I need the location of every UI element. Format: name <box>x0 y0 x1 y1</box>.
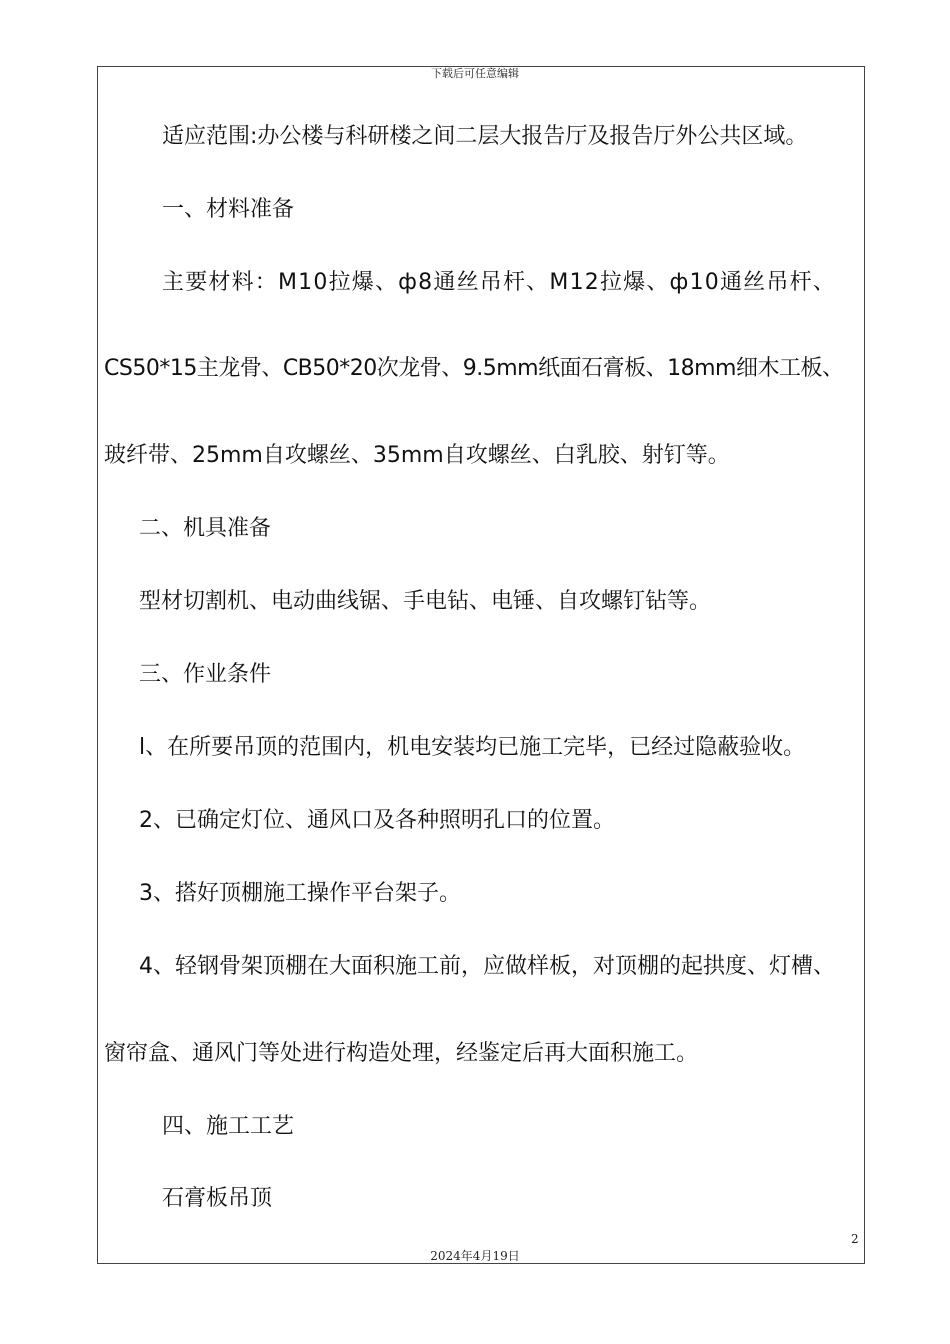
materials-line-3: 玻纤带、25mm自攻螺丝、35mm自攻螺丝、白乳胶、射钉等。 <box>104 443 730 468</box>
header-note: 下载后可任意编辑 <box>431 67 519 80</box>
condition-2: 2、已确定灯位、通风口及各种照明孔口的位置。 <box>139 808 615 833</box>
section-title-tools: 二、机具准备 <box>139 516 272 541</box>
page-number: 2 <box>851 1232 859 1246</box>
condition-3: 3、搭好顶棚施工操作平台架子。 <box>139 881 461 906</box>
condition-1: l、在所要吊顶的范围内，机电安装均已施工完毕，已经过隐蔽验收。 <box>139 735 806 760</box>
footer-date: 2024年4月19日 <box>430 1249 520 1263</box>
subsection-title-gypsum-ceiling: 石膏板吊顶 <box>162 1186 273 1211</box>
materials-line-1: 主要材料：M10拉爆、ф8通丝吊杆、M12拉爆、ф10通丝吊杆、 <box>162 270 836 295</box>
condition-4-line-1: 4、轻钢骨架顶棚在大面积施工前，应做样板，对顶棚的起拱度、灯槽、 <box>139 954 835 979</box>
materials-line-2: CS50*15主龙骨、CB50*20次龙骨、9.5mm纸面石膏板、18mm细木工板、 <box>104 356 844 381</box>
condition-4-line-2: 窗帘盒、通风门等处进行构造处理，经鉴定后再大面积施工。 <box>104 1041 699 1066</box>
section-title-conditions: 三、作业条件 <box>139 662 272 687</box>
section-title-process: 四、施工工艺 <box>162 1114 295 1139</box>
tools-text: 型材切割机、电动曲线锯、手电钻、电锤、自攻螺钉钻等。 <box>139 589 712 614</box>
scope-text: 适应范围:办公楼与科研楼之间二层大报告厅及报告厅外公共区域。 <box>162 124 808 149</box>
section-title-materials: 一、材料准备 <box>162 197 295 222</box>
